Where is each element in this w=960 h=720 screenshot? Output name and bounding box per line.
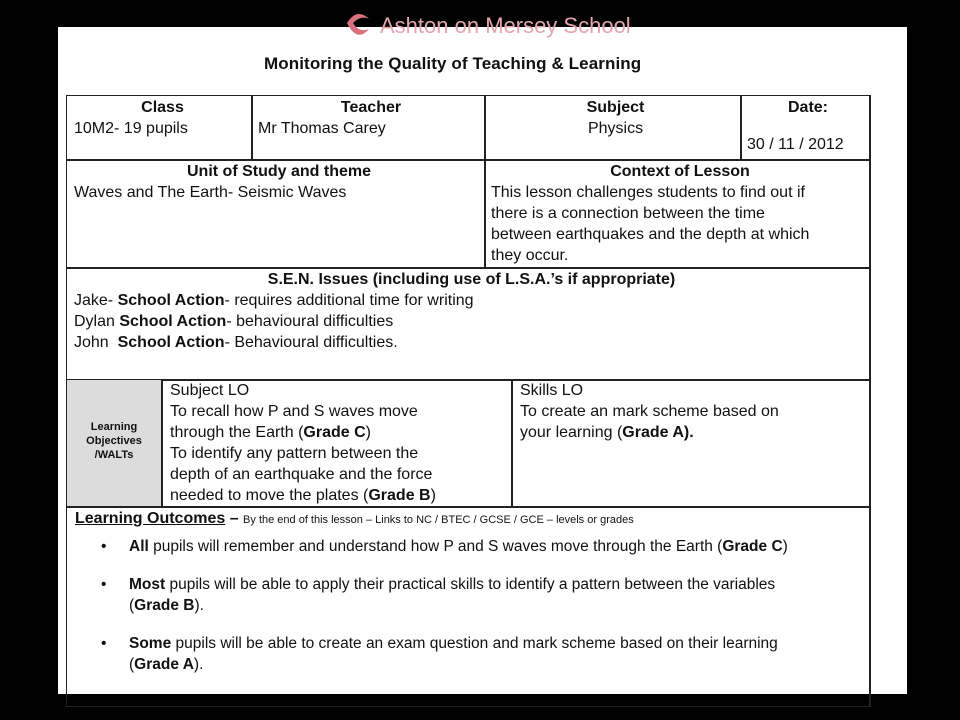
subject-lo-cell: Subject LO To recall how P and S waves move through the Earth (Grade C) To identify any pattern between the depth of an earthquake and the force needed to move the plates (Grade B) — [163, 380, 511, 506]
unit-cell — [67, 160, 484, 267]
unit-value: Waves and The Earth- Seismic Waves — [74, 184, 347, 201]
school-name: Ashton on Mersey School — [380, 13, 631, 38]
context-line: they occur. — [491, 247, 569, 264]
context-label: Context of Lesson — [610, 163, 750, 180]
learning-outcomes-heading: Learning Outcomes – By the end of this lesson – Links to NC / BTEC / GCSE / GCE – levels or grades — [75, 510, 634, 527]
lesson-form-table — [66, 95, 871, 707]
teacher-cell — [251, 96, 484, 159]
list-item: • Most pupils will be able to apply their practical skills to identify a pattern between the variables (Grade B). — [101, 576, 776, 614]
context-line: between earthquakes and the depth at which — [491, 226, 810, 243]
learning-outcomes-list — [101, 536, 861, 692]
subject-lo-label: Subject LO — [170, 382, 250, 399]
teacher-label: Teacher — [340, 99, 402, 116]
teacher-value: Mr Thomas Carey — [258, 120, 386, 137]
bullet-icon: • — [101, 635, 107, 652]
document-page — [58, 13, 907, 694]
context-cell — [484, 160, 869, 267]
skills-lo-label: Skills LO — [520, 382, 584, 399]
list-item: • Some pupils will be able to create an exam question and mark scheme based on their learning (Grade A). — [101, 635, 778, 673]
context-line: This lesson challenges students to find out if — [491, 184, 805, 201]
class-label: Class — [141, 99, 184, 116]
bullet-icon: • — [101, 576, 107, 593]
school-logo-icon — [343, 9, 371, 39]
date-cell — [740, 96, 869, 159]
subject-label: Subject — [586, 99, 645, 116]
objectives-side-label: Learning Objectives /WALTs — [67, 380, 161, 506]
context-line: there is a connection between the time — [491, 205, 765, 222]
sen-row: John School Action- Behavioural difficulties. — [74, 334, 398, 351]
subject-value: Physics — [587, 120, 644, 137]
page-title: Monitoring the Quality of Teaching & Learning — [264, 54, 642, 73]
skills-lo-cell: Skills LO To create an mark scheme based on your learning (Grade A). — [513, 380, 869, 506]
sen-label: S.E.N. Issues (including use of L.S.A.’s if appropriate) — [267, 271, 676, 288]
sen-cell — [67, 268, 869, 379]
class-value: 10M2- 19 pupils — [74, 120, 188, 137]
date-value: 30 / 11 / 2012 — [747, 136, 844, 153]
list-item: • All pupils will remember and understand how P and S waves move through the Earth (Grade C) — [101, 538, 788, 555]
date-label: Date: — [787, 99, 828, 116]
unit-label: Unit of Study and theme — [187, 163, 371, 180]
sen-row: Jake- School Action- requires additional time for writing — [74, 292, 474, 309]
sen-row: Dylan School Action- behavioural difficulties — [74, 313, 394, 330]
subject-cell — [484, 96, 740, 159]
class-cell — [67, 96, 251, 159]
bullet-icon: • — [101, 538, 107, 555]
